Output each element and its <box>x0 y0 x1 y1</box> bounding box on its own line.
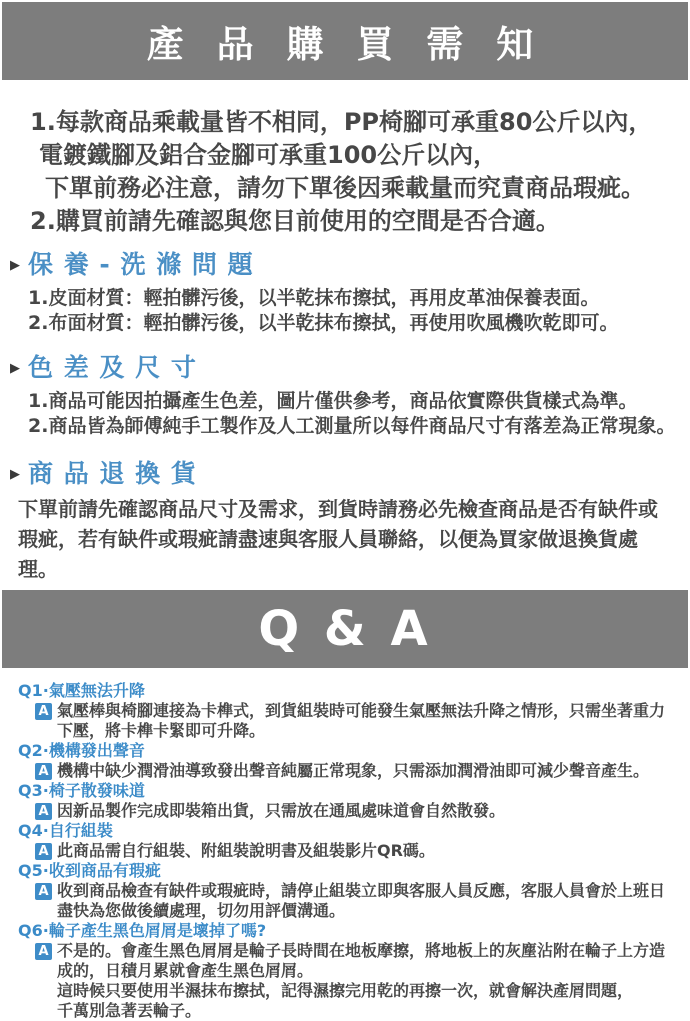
answer-icon: A <box>35 843 52 860</box>
answer-text: 收到商品檢查有缺件或瑕疵時，請停止組裝立即與客服人員反應，客服人員會於上班日盡快為您做後續處理，切勿用評價溝通。 <box>57 881 666 920</box>
answer-line: 不是的。會產生黑色屑屑是輪子長時間在地板摩擦，將地板上的灰塵沾附在輪子上方造成的，日積月累就會產生黑色屑屑。 <box>57 941 666 980</box>
section-returns <box>10 459 676 584</box>
answer-row <box>35 801 690 821</box>
qa-item <box>18 921 690 1021</box>
triangle-bullet-icon: ▶ <box>10 258 21 273</box>
answer-icon: A <box>35 883 52 900</box>
intro-line: 1.每款商品乘載量皆不相同，PP椅腳可承重80公斤以內， <box>30 108 653 136</box>
answer-icon: A <box>35 943 52 960</box>
answer-row <box>35 941 690 1021</box>
question-label: Q4·自行組裝 <box>18 821 113 840</box>
section-title <box>10 459 676 489</box>
question-label: Q5·收到商品有瑕疵 <box>18 861 161 880</box>
section-title-text: 保 養 - 洗 滌 問 題 <box>28 250 254 279</box>
answer-row <box>35 701 690 741</box>
triangle-bullet-icon: ▶ <box>10 361 21 376</box>
answer-row <box>35 761 690 781</box>
answer-icon: A <box>35 763 52 780</box>
answer-text: 因新品製作完成即裝箱出貨，只需放在通風處味道會自然散發。 <box>57 801 506 820</box>
question-label: Q1·氣壓無法升降 <box>18 681 145 700</box>
answer-row <box>35 881 690 921</box>
answer-line: 千萬別急著丟輪子。 <box>57 1001 202 1020</box>
qa-item <box>18 781 690 821</box>
answer-icon: A <box>35 703 52 720</box>
page-title: 產 品 購 買 需 知 <box>146 23 544 66</box>
answer-icon: A <box>35 803 52 820</box>
triangle-bullet-icon: ▶ <box>10 467 21 482</box>
question-label: Q6·輪子產生黑色屑屑是壞掉了嗎? <box>18 921 267 940</box>
section-color-size <box>10 353 676 439</box>
returns-paragraph: 下單前請先確認商品尺寸及需求，到貨時請務必先檢查商品是否有缺件或瑕疵，若有缺件或瑕疵請盡速與客服人員聯絡，以便為買家做退換貨處理。 <box>18 497 658 581</box>
answer-row <box>35 841 690 861</box>
qa-item <box>18 861 690 921</box>
question-label: Q3·椅子散發味道 <box>18 781 145 800</box>
intro-line: 2.購買前請先確認與您目前使用的空間是否合適。 <box>30 207 560 235</box>
page-title-banner <box>2 0 688 80</box>
qa-banner <box>2 590 688 668</box>
intro-line: 下單前務必注意，請勿下單後因乘載量而究責商品瑕疵。 <box>45 174 645 202</box>
section-title-text: 商 品 退 換 貨 <box>28 459 197 488</box>
qa-item <box>18 681 690 741</box>
qa-item <box>18 741 690 781</box>
section-title <box>10 353 676 383</box>
answer-text: 此商品需自行組裝、附組裝說明書及組裝影片QR碼。 <box>57 841 435 860</box>
intro-line: 電鍍鐵腳及鋁合金腳可承重100公斤以內， <box>39 141 498 169</box>
answer-text <box>57 941 669 1021</box>
section-title <box>10 250 676 280</box>
qa-item <box>18 821 690 861</box>
intro-notes <box>30 106 674 238</box>
qa-banner-title: Q & A <box>258 601 432 657</box>
answer-line: 這時候只要使用半濕抹布擦拭，記得濕擦完用乾的再擦一次，就會解決產屑問題， <box>57 981 634 1000</box>
question-label: Q2·機構發出聲音 <box>18 741 145 760</box>
list-item: 2.布面材質：輕拍髒污後，以半乾抹布擦拭，再使用吹風機吹乾即可。 <box>28 312 619 334</box>
list-item: 1.皮面材質：輕拍髒污後，以半乾抹布擦拭，再用皮革油保養表面。 <box>28 287 600 309</box>
section-care-washing <box>10 250 676 336</box>
answer-text: 機構中缺少潤滑油導致發出聲音純屬正常現象，只需添加潤滑油即可減少聲音產生。 <box>57 761 650 780</box>
list-item: 2.商品皆為師傅純手工製作及人工測量所以每件商品尺寸有落差為正常現象。 <box>28 415 676 437</box>
section-title-text: 色 差 及 尺 寸 <box>28 353 197 382</box>
section-items <box>28 286 676 336</box>
qa-list <box>0 668 690 1021</box>
section-items <box>28 389 676 439</box>
answer-text: 氣壓棒與椅腳連接為卡榫式，到貨組裝時可能發生氣壓無法升降之情形，只需坐著重力下壓，將卡榫卡緊即可升降。 <box>57 701 666 740</box>
list-item: 1.商品可能因拍攝產生色差，圖片僅供參考，商品依實際供貨樣式為準。 <box>28 390 638 412</box>
